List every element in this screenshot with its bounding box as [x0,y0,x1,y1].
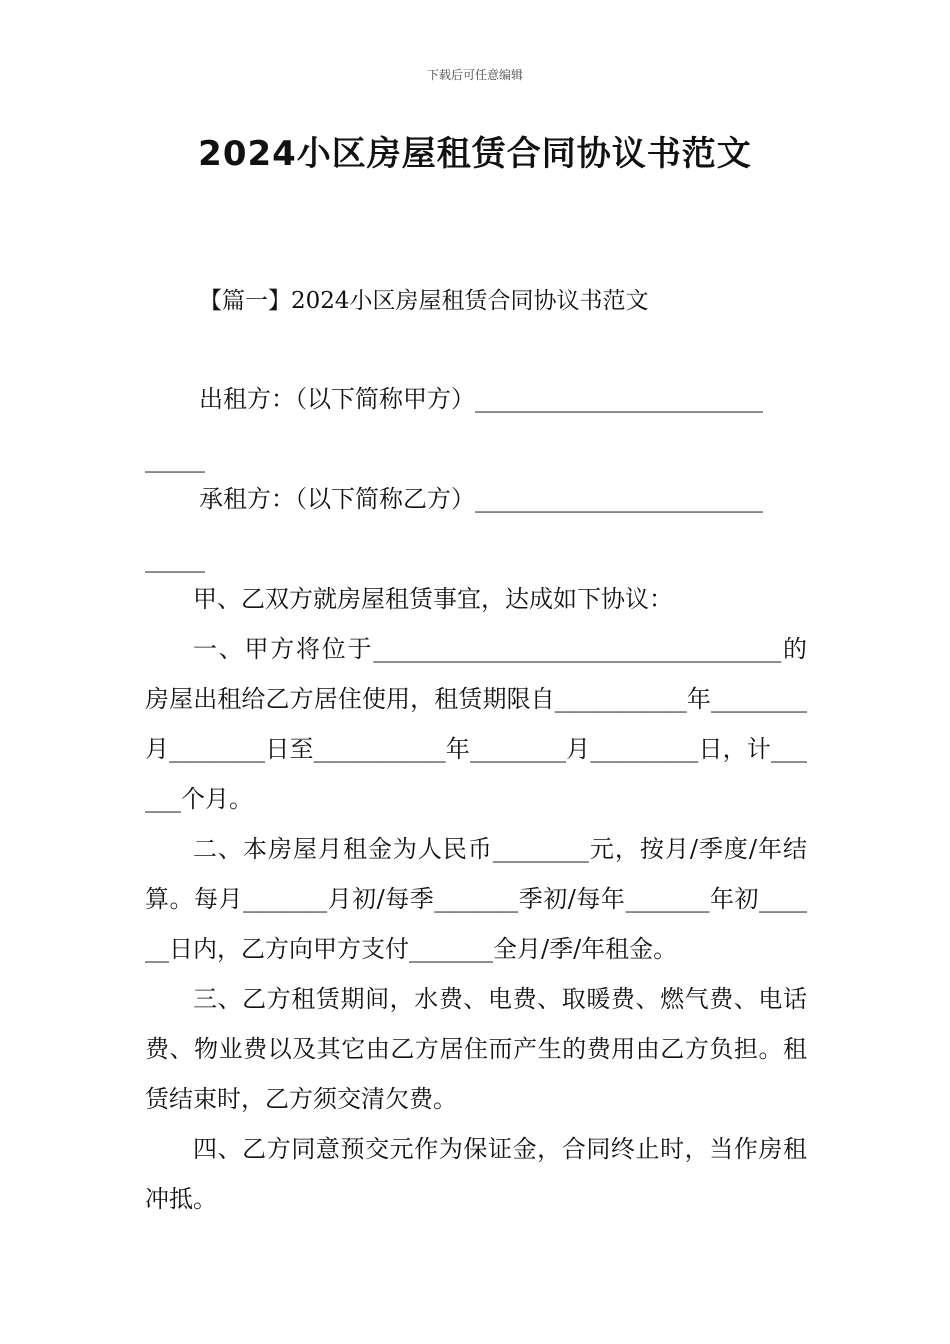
clause-3: 三、乙方租赁期间，水费、电费、取暖费、燃气费、电话费、物业费以及其它由乙方居住而产生的费用由乙方负担。租赁结束时，乙方须交清欠费。 [145,985,807,1113]
lessee-line: 承租方：（以下简称乙方）________________________ [199,485,763,513]
clause-4: 四、乙方同意预交元作为保证金，合同终止时，当作房租冲抵。 [145,1135,807,1213]
contract-body [145,574,807,1224]
lessor-line: 出租方：（以下简称甲方）________________________ [199,385,763,413]
lessor-line-continued: _____ [145,445,205,473]
clause-1: 一、甲方将位于__________________________________的房屋出租给乙方居住使用，租赁期限自___________年________月________日至___________年________月_________日，计______个月。 [145,635,807,813]
clause-2: 二、本房屋月租金为人民币________元，按月/季度/年结算。每月_______月初/每季_______季初/每年_______年初______日内，乙方向甲方支付_______全月/季/年租金。 [145,835,807,963]
lessor-field [145,384,807,474]
lessee-field [145,484,807,574]
header-note: 下载后可任意编辑 [426,68,523,82]
section-heading: 【篇一】2024小区房屋租赁合同协议书范文 [199,288,649,314]
document-title: 2024小区房屋租赁合同协议书范文 [198,134,752,174]
agreement-intro: 甲、乙双方就房屋租赁事宜，达成如下协议： [193,585,673,613]
lessee-line-continued: _____ [145,545,205,573]
